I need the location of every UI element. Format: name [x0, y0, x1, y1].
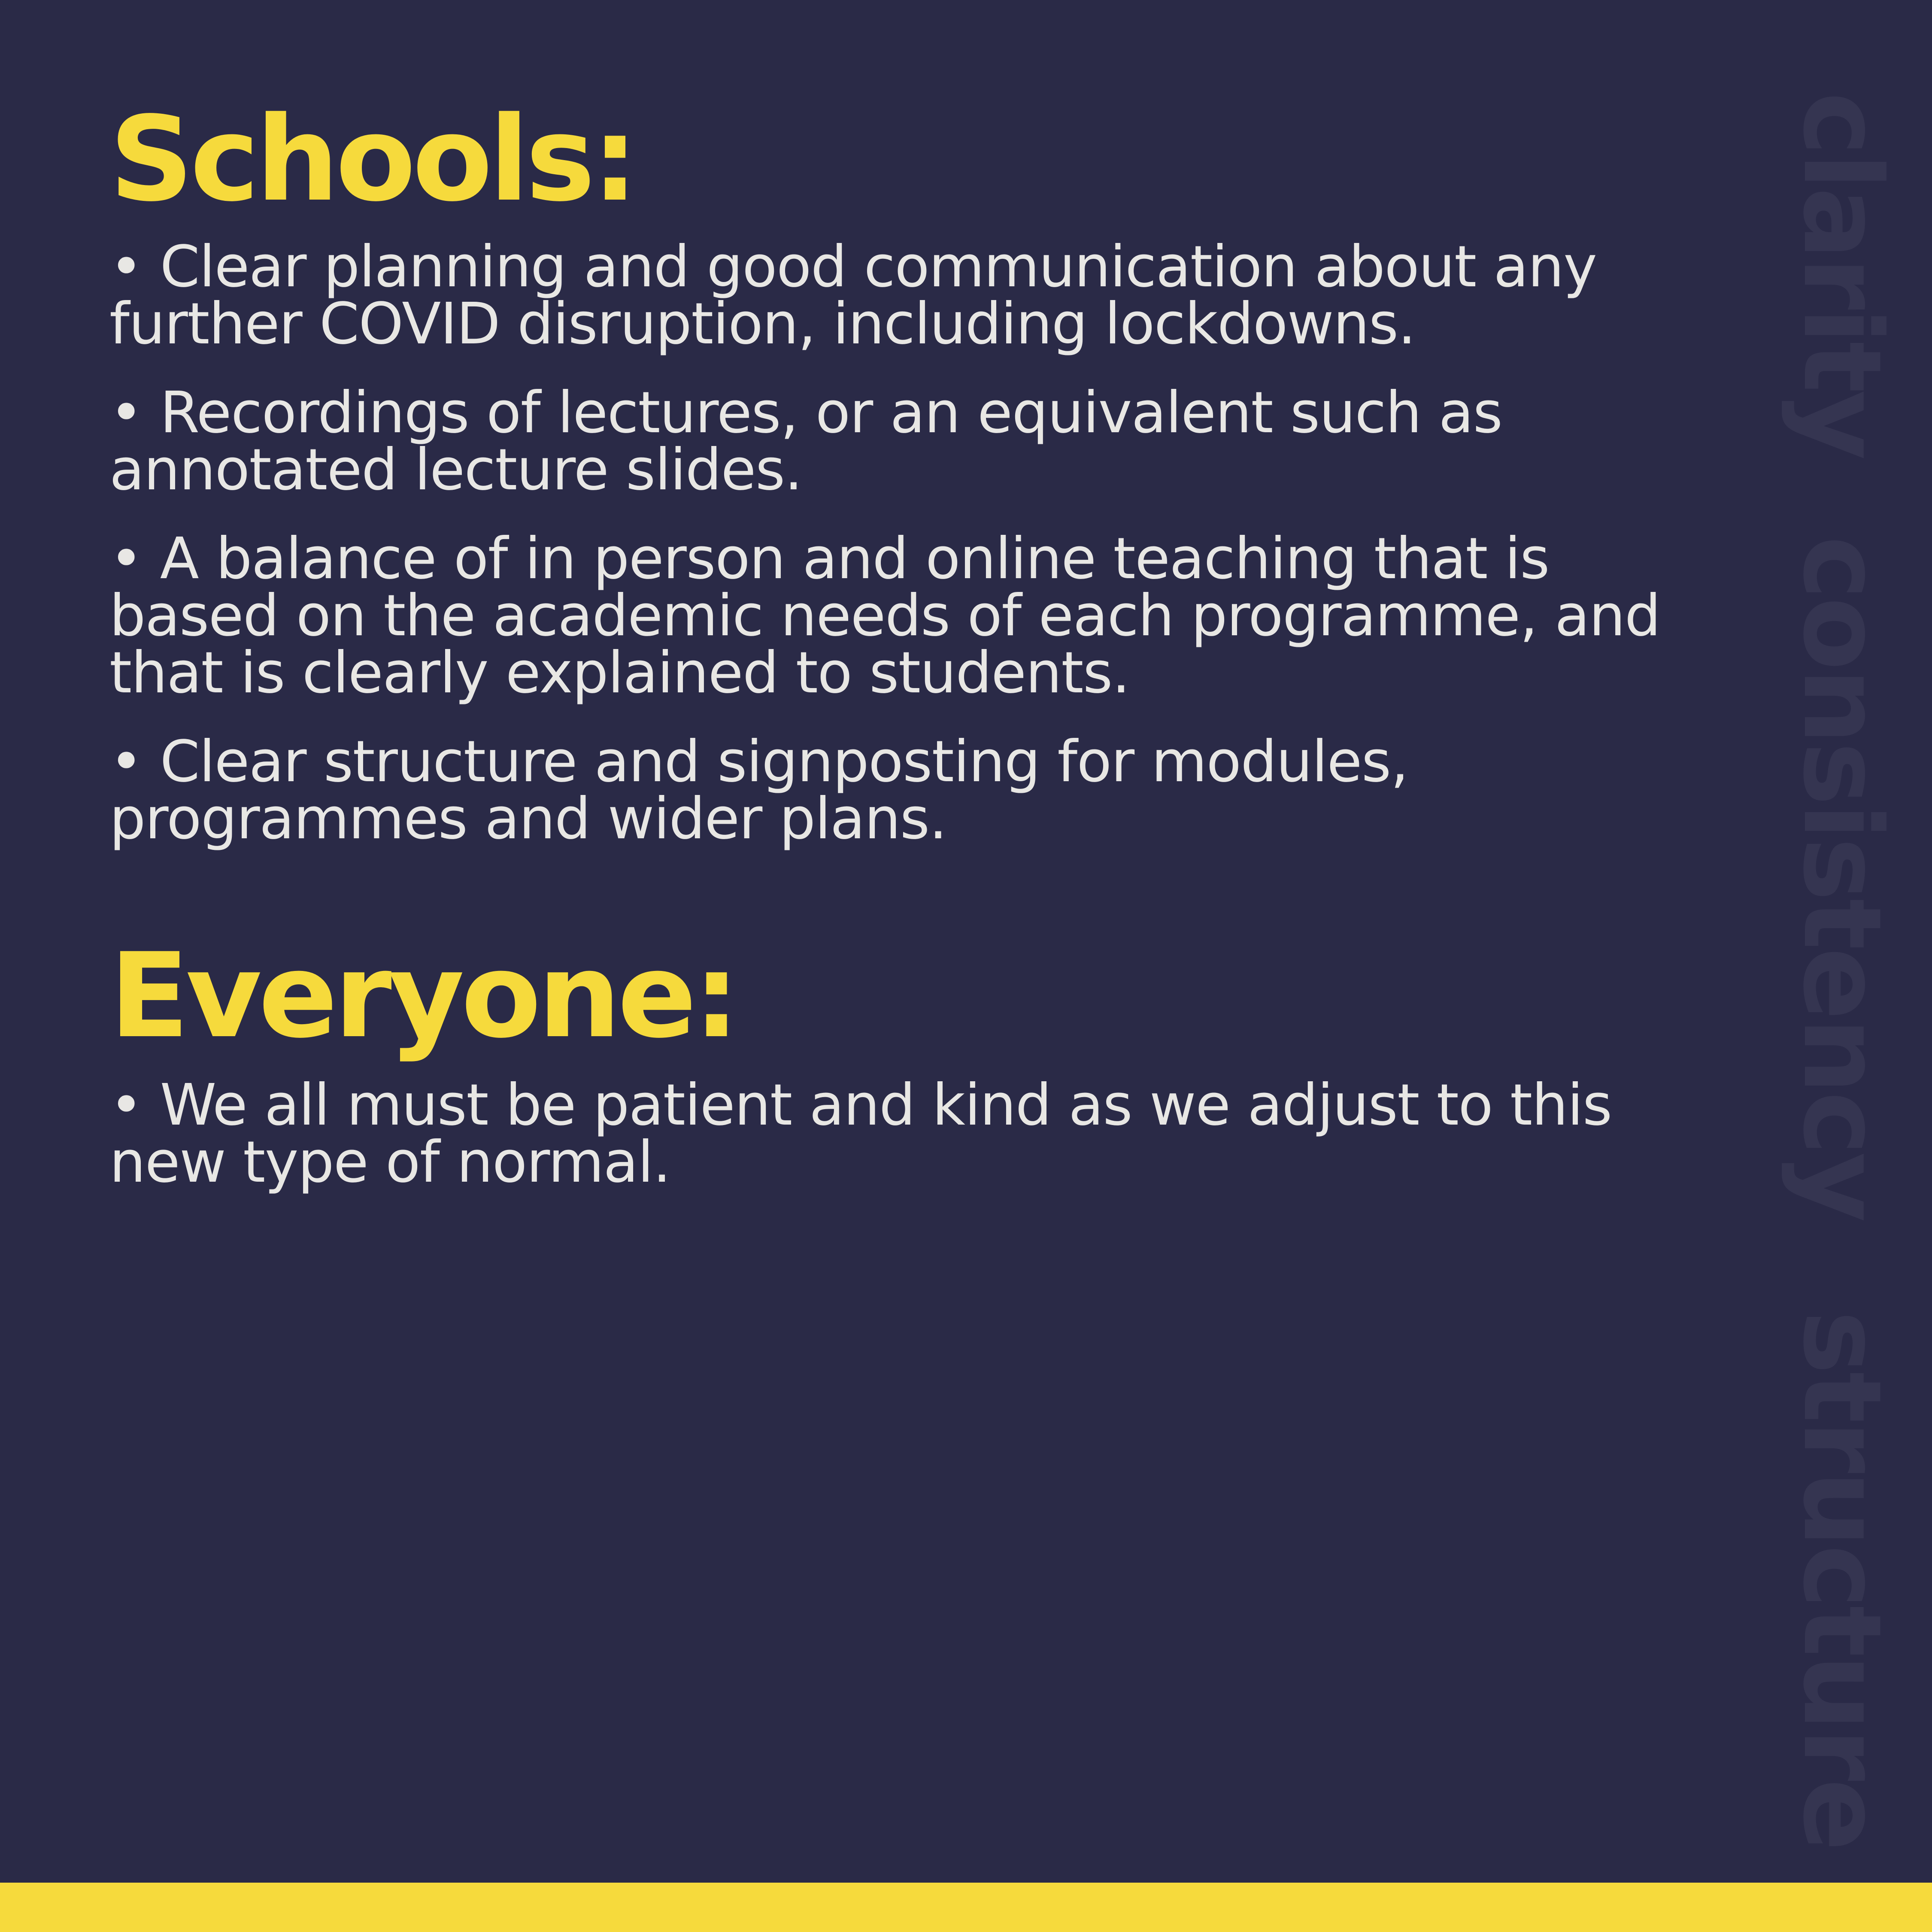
section-heading-everyone: Everyone:	[109, 928, 737, 1064]
section-heading-schools: Schools:	[109, 92, 635, 227]
list-item: • Recordings of lectures, or an equivalent such as annotated lecture slides.	[109, 380, 1502, 503]
watermark-structure: structure	[1780, 1310, 1905, 1849]
list-item: • Clear planning and good communication about any further COVID disruption, including lockdowns.	[109, 234, 1597, 357]
list-item: • We all must be patient and kind as we adjust to this new type of normal.	[109, 1072, 1612, 1195]
list-item: • Clear structure and signposting for modules, programmes and wider plans.	[109, 729, 1408, 852]
bottom-accent-bar	[0, 1883, 1932, 1932]
watermark-layer	[1752, 0, 1932, 1932]
list-item: • A balance of in person and online teaching that is based on the academic needs of each programme, and that is clearly explained to students.	[109, 526, 1660, 706]
watermark-clarity: clarity	[1780, 91, 1905, 458]
bullet-list-schools	[109, 234, 1672, 852]
watermark-consistency: consistency	[1780, 536, 1905, 1220]
content-body	[109, 92, 1672, 1195]
spacer	[109, 848, 1672, 938]
bullet-list-everyone	[109, 1072, 1672, 1195]
